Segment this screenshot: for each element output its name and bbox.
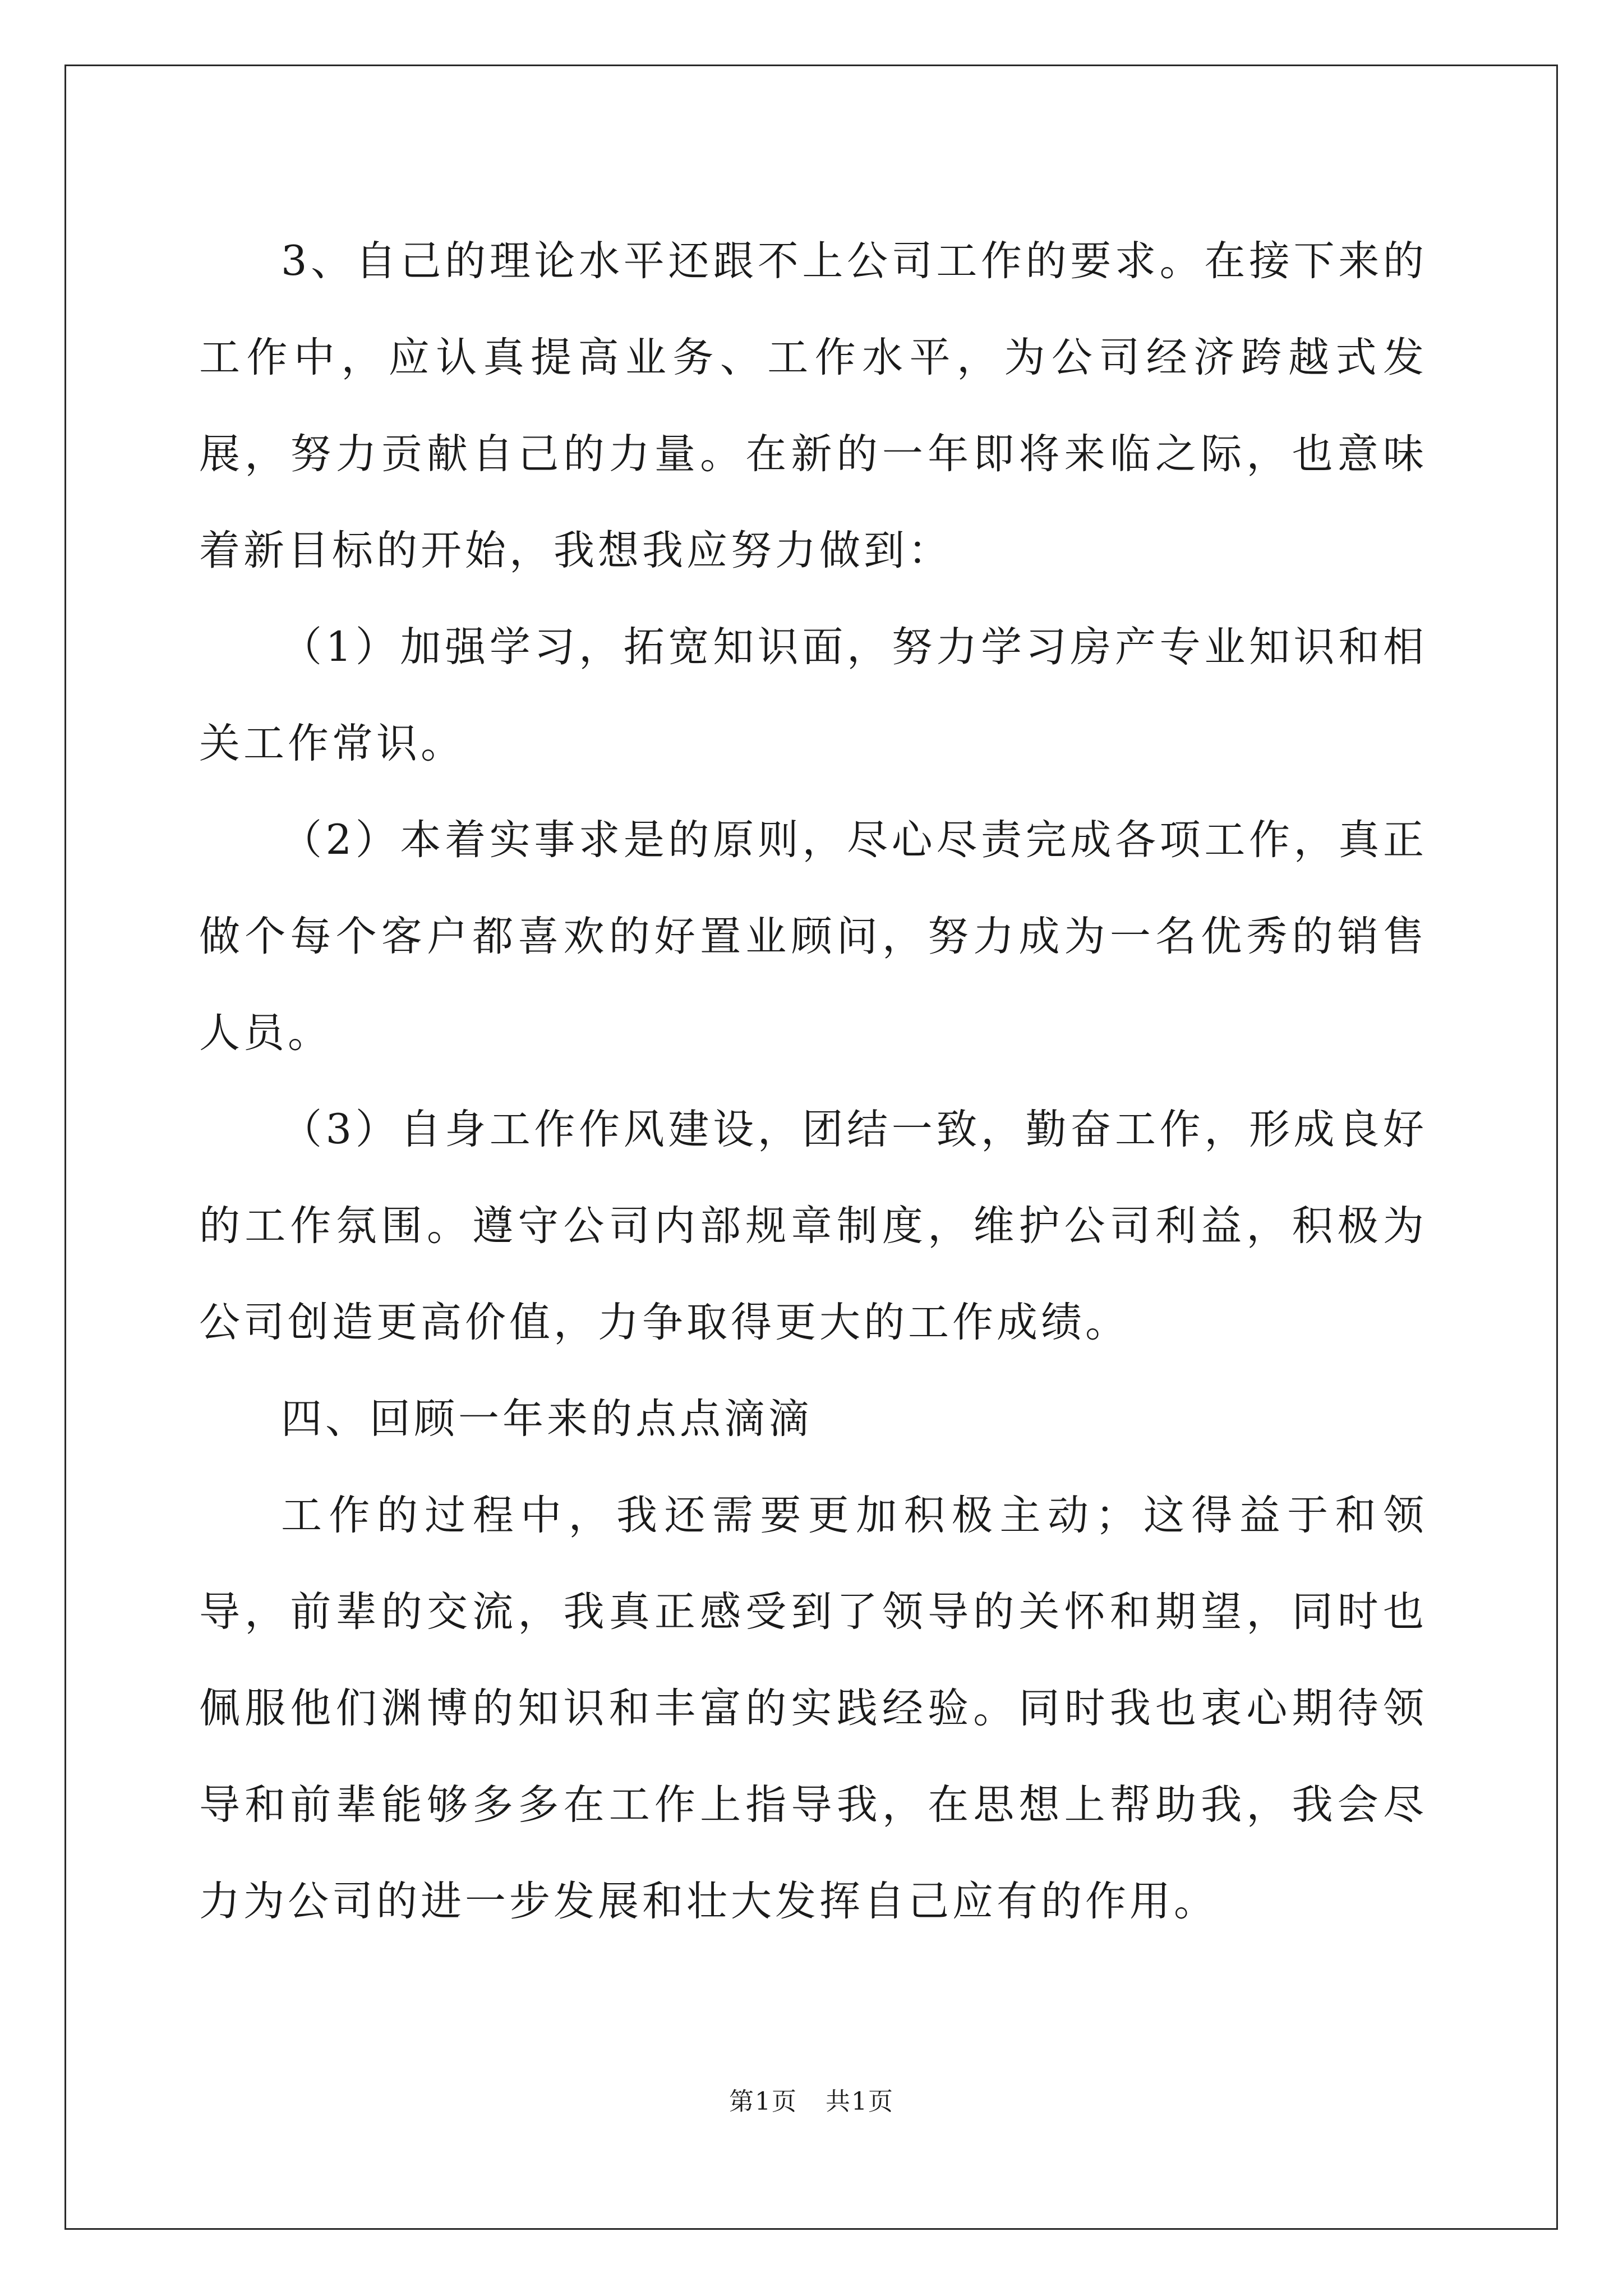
page-total: 共1页 bbox=[826, 2087, 894, 2116]
paragraph-goal-1: （1）加强学习，拓宽知识面，努力学习房产专业知识和相关工作常识。 bbox=[199, 623, 1427, 767]
section-heading-review: 四、回顾一年来的点点滴滴 bbox=[281, 1395, 813, 1443]
paragraph-review: 工作的过程中，我还需要更加积极主动；这得益于和领导，前辈的交流，我真正感受到了领导的关怀和期望，同时也佩服他们渊博的知识和丰富的实践经验。同时我也衷心期待领导和前辈能够多多在工作上指导我，在思想上帮助我，我会尽力为公司的进一步发展和壮大发挥自己应有的作用。 bbox=[199, 1492, 1427, 1925]
paragraph-goal-2: （2）本着实事求是的原则，尽心尽责完成各项工作，真正做个每个客户都喜欢的好置业顾问，努力成为一名优秀的销售人员。 bbox=[199, 816, 1427, 1057]
paragraph-goal-3: （3）自身工作作风建设，团结一致，勤奋工作，形成良好的工作氛围。遵守公司内部规章制度，维护公司利益，积极为公司创造更高价值，力争取得更大的工作成绩。 bbox=[199, 1106, 1427, 1346]
page-footer bbox=[0, 2081, 1623, 2117]
page-number: 第1页 bbox=[729, 2087, 797, 2116]
document-body bbox=[199, 213, 1427, 1950]
paragraph-theory-level: 3、自己的理论水平还跟不上公司工作的要求。在接下来的工作中，应认真提高业务、工作水平，为公司经济跨越式发展，努力贡献自己的力量。在新的一年即将来临之际，也意味着新目标的开始，我想我应努力做到： bbox=[199, 237, 1427, 574]
